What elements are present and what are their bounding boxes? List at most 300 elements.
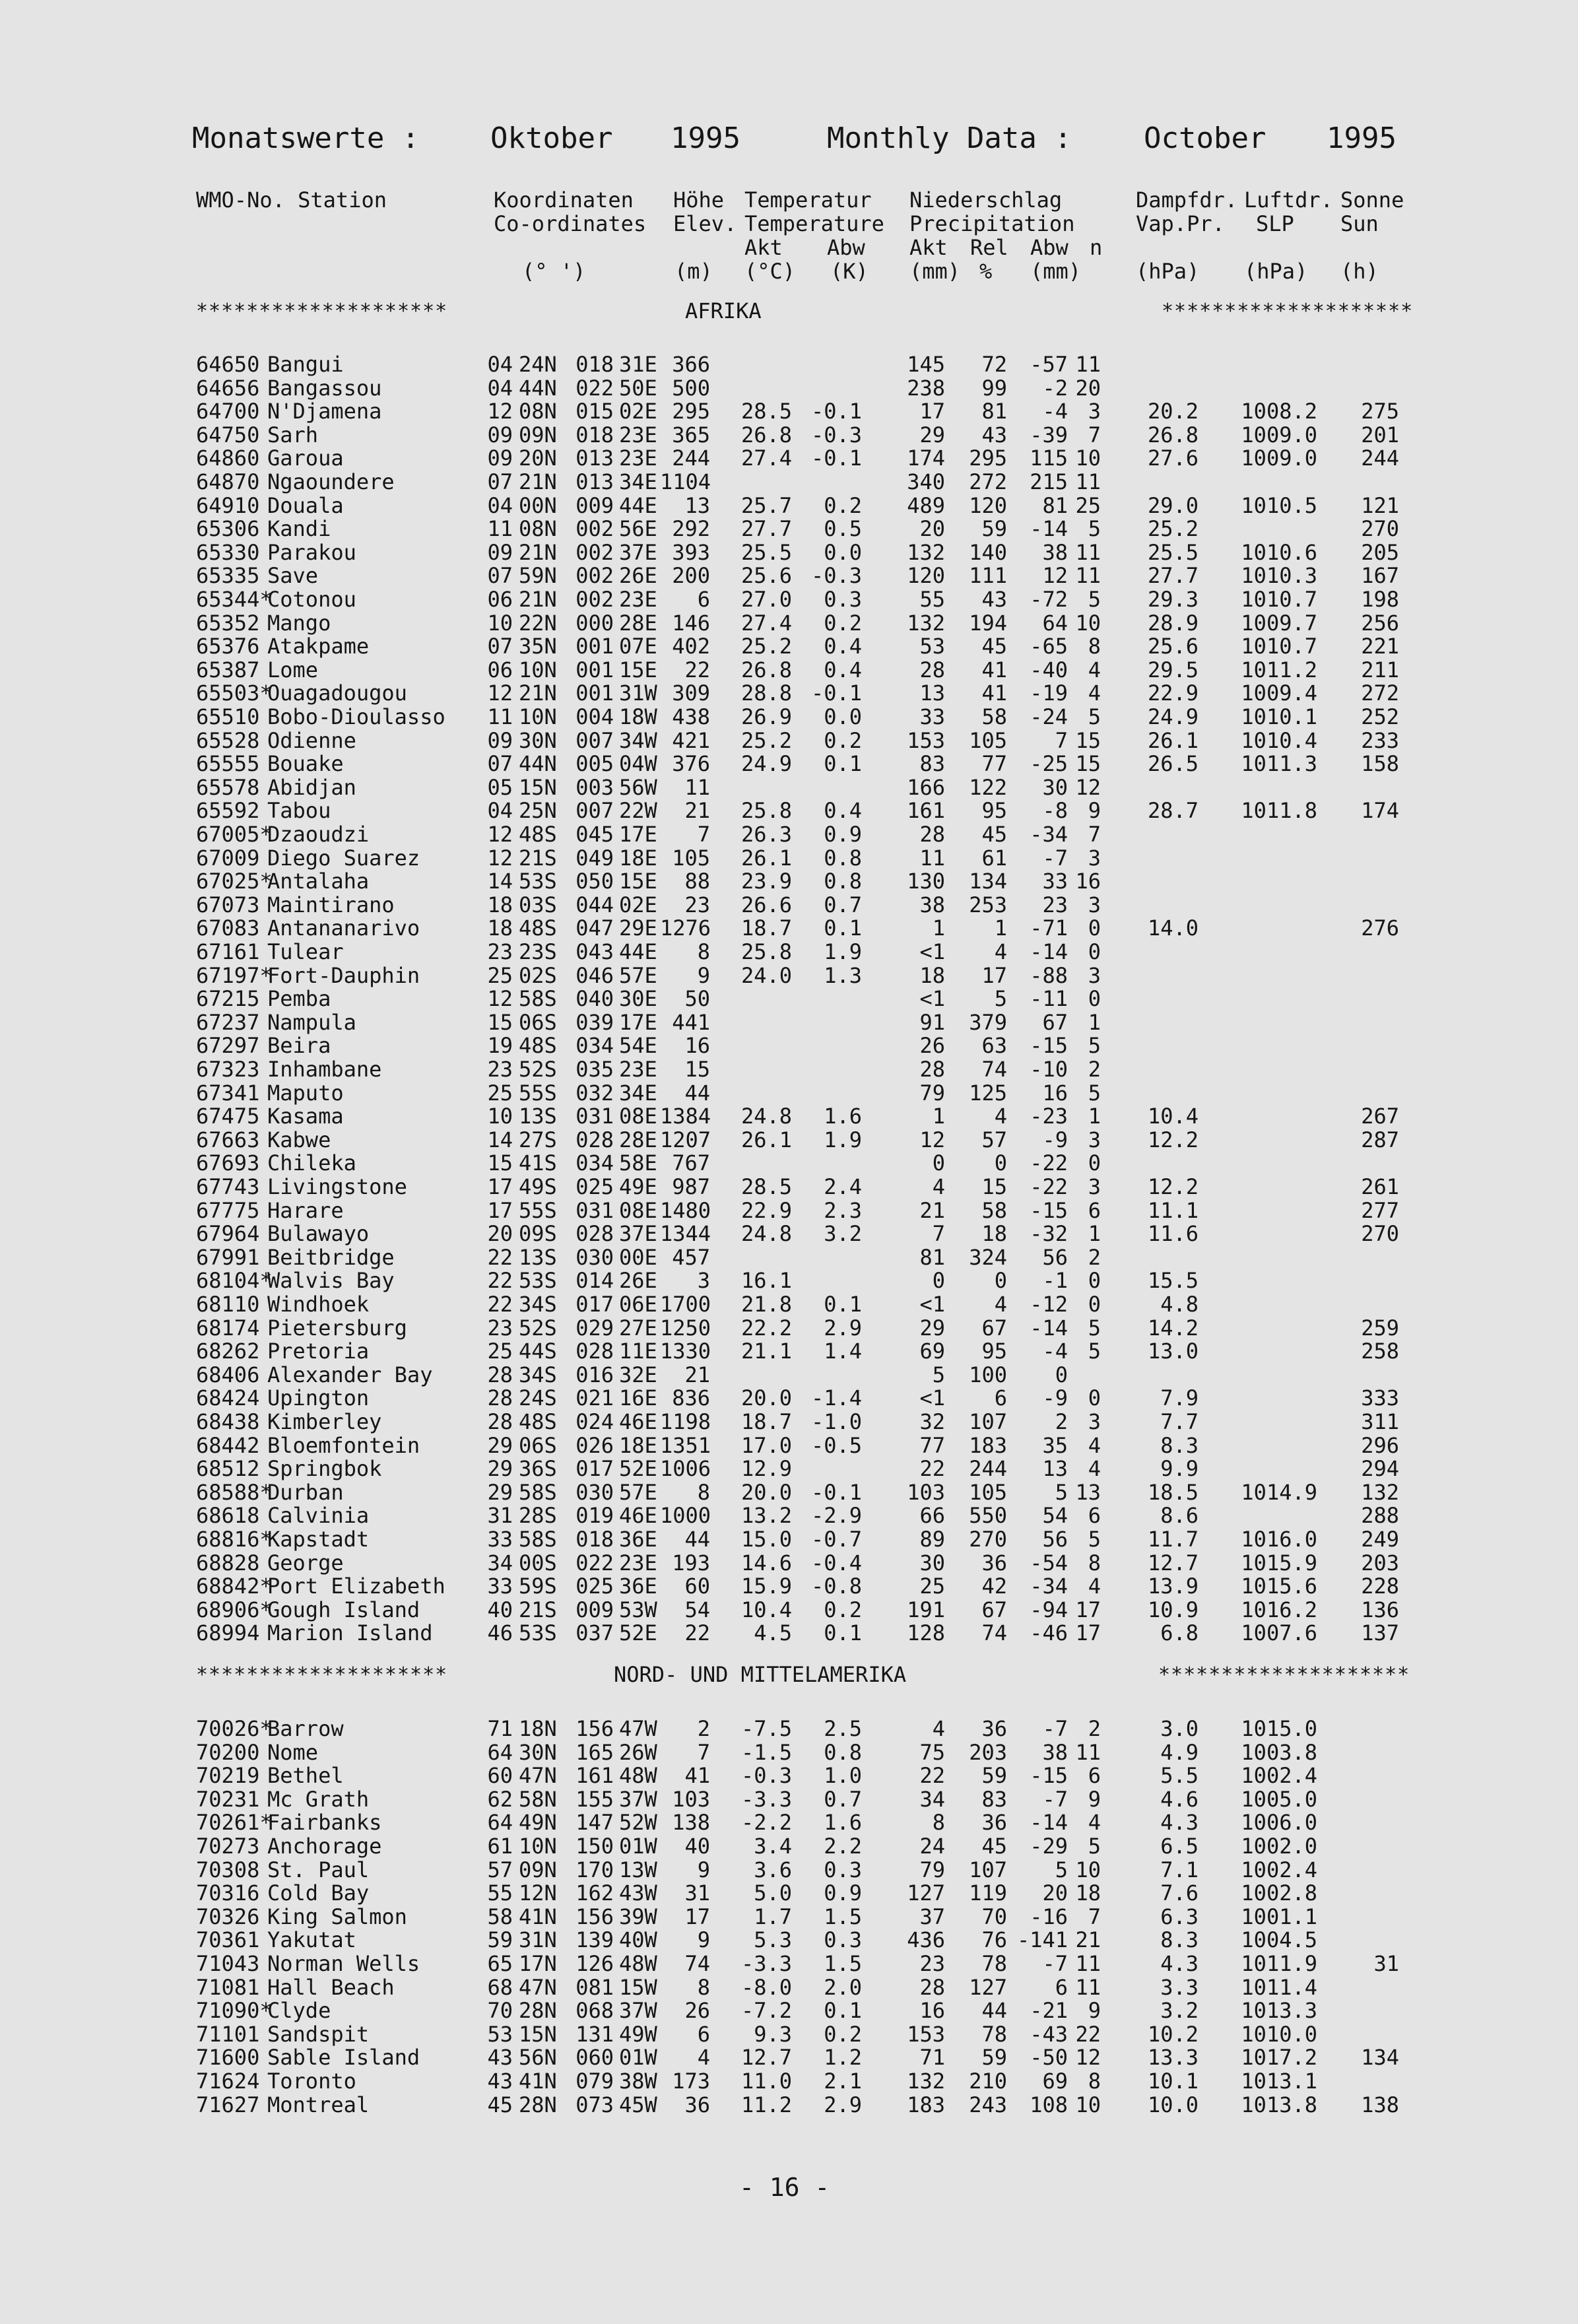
temp-abw: -1.0 (810, 1409, 862, 1434)
header-prec-abw: Abw (1030, 235, 1068, 260)
header-temp-akt-unit: (°C) (744, 259, 796, 284)
temp-akt: 5.0 (754, 1880, 792, 1906)
lat-deg: 06 (487, 587, 513, 612)
elevation: 6 (697, 2021, 710, 2047)
prec-abw: -54 (1030, 1550, 1068, 1576)
vapour-pressure: 6.5 (1160, 1834, 1199, 1859)
table-row (0, 1152, 1578, 1176)
prec-abw: -19 (1030, 681, 1068, 706)
sunshine: 311 (1361, 1409, 1399, 1434)
wmo-number: 68438 (196, 1409, 260, 1434)
lat-min: 08N (519, 516, 557, 542)
temp-akt: 24.8 (740, 1221, 792, 1247)
lon-deg: 017 (575, 1456, 614, 1482)
sunshine: 277 (1361, 1197, 1399, 1223)
lon-min: 36E (619, 1527, 657, 1552)
station-name: Dzaoudzi (267, 822, 370, 847)
table-row (0, 1199, 1578, 1223)
lon-min: 16E (619, 1385, 657, 1411)
lat-deg: 12 (487, 986, 513, 1012)
elevation: 9 (697, 962, 710, 988)
prec-akt: 28 (919, 1057, 945, 1082)
prec-rel: 59 (981, 516, 1007, 542)
lat-min: 09N (519, 1857, 557, 1882)
prec-akt: 183 (907, 2092, 945, 2117)
table-row (0, 706, 1578, 729)
lon-min: 49W (619, 2021, 657, 2047)
temp-akt: 26.8 (740, 422, 792, 448)
temp-akt: 12.9 (740, 1456, 792, 1482)
prec-rel: 0 (994, 1150, 1007, 1176)
temp-akt: 25.2 (740, 727, 792, 753)
sunshine: 121 (1361, 492, 1399, 518)
wmo-number: 67743 (196, 1174, 260, 1199)
prec-abw: -7 (1042, 1716, 1068, 1741)
temp-akt: 13.2 (740, 1503, 792, 1529)
table-row (0, 2070, 1578, 2094)
prec-n: 4 (1088, 1432, 1101, 1458)
header-hoehe-unit: (m) (674, 259, 713, 284)
wmo-number: 67083 (196, 915, 260, 941)
prec-rel: 120 (969, 492, 1007, 518)
region-heading: AFRIKA (685, 298, 762, 323)
vapour-pressure: 11.1 (1147, 1197, 1199, 1223)
sea-level-pressure: 1010.7 (1241, 634, 1317, 659)
lat-min: 59N (519, 563, 557, 589)
lon-min: 28E (619, 610, 657, 636)
lat-min: 36S (519, 1456, 557, 1482)
station-name: Lome (267, 657, 319, 682)
table-row (0, 424, 1578, 448)
prec-rel: 67 (981, 1315, 1007, 1341)
prec-n: 2 (1088, 1716, 1101, 1741)
wmo-number: 64700 (196, 399, 260, 424)
prec-akt: 132 (907, 539, 945, 565)
table-row (0, 1034, 1578, 1058)
lat-min: 21N (519, 539, 557, 565)
prec-n: 5 (1088, 1080, 1101, 1106)
vapour-pressure: 11.7 (1147, 1527, 1199, 1552)
sunshine: 244 (1361, 446, 1399, 471)
temp-abw: 1.0 (824, 1763, 862, 1789)
lon-deg: 030 (575, 1479, 614, 1505)
prec-n: 2 (1088, 1244, 1101, 1270)
lat-min: 47N (519, 1974, 557, 2000)
lon-min: 04W (619, 751, 657, 777)
lat-deg: 25 (487, 962, 513, 988)
prec-n: 0 (1088, 1268, 1101, 1294)
lat-deg: 15 (487, 1009, 513, 1035)
wmo-number: 68588* (196, 1479, 273, 1505)
table-row (0, 494, 1578, 518)
lon-min: 43W (619, 1880, 657, 1906)
lat-deg: 59 (487, 1927, 513, 1953)
elevation: 11 (684, 774, 710, 800)
station-name: Walvis Bay (267, 1268, 395, 1294)
lat-min: 09S (519, 1221, 557, 1247)
prec-rel: 41 (981, 681, 1007, 706)
prec-akt: 436 (907, 1927, 945, 1953)
lon-min: 58E (619, 1150, 657, 1176)
sea-level-pressure: 1006.0 (1241, 1810, 1317, 1836)
station-name: St. Paul (267, 1857, 370, 1882)
title-de-label: Monatswerte : (192, 121, 420, 155)
elevation: 146 (672, 610, 710, 636)
header-prec: Niederschlag (909, 187, 1063, 213)
lon-min: 06E (619, 1292, 657, 1317)
prec-n: 5 (1088, 516, 1101, 542)
prec-rel: 100 (969, 1362, 1007, 1387)
lat-deg: 43 (487, 2069, 513, 2094)
sea-level-pressure: 1010.4 (1241, 727, 1317, 753)
prec-rel: 58 (981, 704, 1007, 729)
sunshine: 288 (1361, 1503, 1399, 1529)
wmo-number: 71627 (196, 2092, 260, 2117)
prec-akt: <1 (919, 939, 945, 964)
table-row (0, 1929, 1578, 1952)
prec-akt: 32 (919, 1409, 945, 1434)
prec-n: 7 (1088, 822, 1101, 847)
prec-n: 5 (1088, 1339, 1101, 1364)
temp-akt: 18.7 (740, 915, 792, 941)
temp-akt: 27.4 (740, 610, 792, 636)
prec-n: 3 (1088, 1127, 1101, 1152)
prec-n: 11 (1075, 352, 1101, 377)
prec-rel: 183 (969, 1432, 1007, 1458)
temp-akt: 26.1 (740, 1127, 792, 1152)
station-name: Nampula (267, 1009, 356, 1035)
vapour-pressure: 13.9 (1147, 1574, 1199, 1599)
sea-level-pressure: 1011.8 (1241, 798, 1317, 824)
station-name: Fairbanks (267, 1810, 382, 1836)
elevation: 13 (684, 492, 710, 518)
prec-abw: -7 (1042, 1951, 1068, 1976)
title-en-month: October (1144, 121, 1266, 155)
station-name: Yakutat (267, 1927, 356, 1953)
lon-min: 44E (619, 492, 657, 518)
lon-deg: 030 (575, 1244, 614, 1270)
lat-min: 22N (519, 610, 557, 636)
table-row (0, 1882, 1578, 1906)
prec-abw: -21 (1030, 1998, 1068, 2024)
lon-deg: 009 (575, 1597, 614, 1622)
lon-deg: 002 (575, 563, 614, 589)
lon-min: 45W (619, 2092, 657, 2117)
lon-min: 52E (619, 1620, 657, 1646)
station-name: Abidjan (267, 774, 356, 800)
vapour-pressure: 29.5 (1147, 657, 1199, 682)
vapour-pressure: 24.9 (1147, 704, 1199, 729)
lat-deg: 57 (487, 1857, 513, 1882)
table-row (0, 729, 1578, 753)
sunshine: 261 (1361, 1174, 1399, 1199)
station-name: Tabou (267, 798, 331, 824)
prec-n: 9 (1088, 798, 1101, 824)
prec-n: 8 (1088, 1550, 1101, 1576)
elevation: 366 (672, 352, 710, 377)
prec-n: 4 (1088, 1574, 1101, 1599)
wmo-number: 71043 (196, 1951, 260, 1976)
vapour-pressure: 10.9 (1147, 1597, 1199, 1622)
station-name: Cold Bay (267, 1880, 370, 1906)
prec-n: 11 (1075, 1974, 1101, 2000)
vapour-pressure: 5.5 (1160, 1763, 1199, 1789)
lon-deg: 032 (575, 1080, 614, 1106)
sunshine: 205 (1361, 539, 1399, 565)
sunshine: 256 (1361, 610, 1399, 636)
prec-akt: 238 (907, 375, 945, 401)
prec-akt: 132 (907, 2069, 945, 2094)
elevation: 3 (697, 1268, 710, 1294)
sunshine: 198 (1361, 587, 1399, 612)
table-row (0, 776, 1578, 800)
prec-akt: 22 (919, 1456, 945, 1482)
vapour-pressure: 22.9 (1147, 681, 1199, 706)
sunshine: 270 (1361, 516, 1399, 542)
lat-min: 13S (519, 1244, 557, 1270)
prec-abw: 115 (1030, 446, 1068, 471)
sea-level-pressure: 1009.0 (1241, 422, 1317, 448)
lon-min: 53W (619, 1597, 657, 1622)
station-name: Bobo-Dioulasso (267, 704, 445, 729)
vapour-pressure: 11.6 (1147, 1221, 1199, 1247)
prec-abw: 54 (1042, 1503, 1068, 1529)
wmo-number: 70200 (196, 1739, 260, 1765)
lat-min: 21N (519, 469, 557, 494)
lat-min: 48S (519, 915, 557, 941)
lon-min: 18W (619, 704, 657, 729)
lon-min: 52W (619, 1810, 657, 1836)
elevation: 22 (684, 1620, 710, 1646)
temp-abw: 0.9 (824, 822, 862, 847)
lat-deg: 12 (487, 399, 513, 424)
lon-deg: 007 (575, 727, 614, 753)
lat-min: 17N (519, 1951, 557, 1976)
lon-min: 26E (619, 1268, 657, 1294)
table-row (0, 541, 1578, 565)
prec-rel: 134 (969, 869, 1007, 894)
elevation: 44 (684, 1527, 710, 1552)
prec-akt: 340 (907, 469, 945, 494)
elevation: 2 (697, 1716, 710, 1741)
prec-abw: 16 (1042, 1080, 1068, 1106)
prec-abw: -16 (1030, 1904, 1068, 1929)
elevation: 60 (684, 1574, 710, 1599)
prec-n: 11 (1075, 469, 1101, 494)
temp-abw: 2.0 (824, 1974, 862, 2000)
lat-min: 21N (519, 587, 557, 612)
sunshine: 276 (1361, 915, 1399, 941)
table-row (0, 1293, 1578, 1317)
lat-deg: 25 (487, 1080, 513, 1106)
lon-deg: 028 (575, 1221, 614, 1247)
station-name: Marion Island (267, 1620, 433, 1646)
lon-deg: 018 (575, 1527, 614, 1552)
lat-deg: 04 (487, 352, 513, 377)
elevation: 365 (672, 422, 710, 448)
lat-deg: 12 (487, 681, 513, 706)
lon-deg: 016 (575, 1362, 614, 1387)
lon-min: 29E (619, 915, 657, 941)
prec-akt: 91 (919, 1009, 945, 1035)
wmo-number: 70219 (196, 1763, 260, 1789)
lon-min: 26W (619, 1739, 657, 1765)
elevation: 9 (697, 1857, 710, 1882)
lon-min: 49E (619, 1174, 657, 1199)
lon-deg: 028 (575, 1127, 614, 1152)
lat-deg: 22 (487, 1244, 513, 1270)
lon-min: 46E (619, 1409, 657, 1434)
sunshine: 201 (1361, 422, 1399, 448)
station-name: Chileka (267, 1150, 356, 1176)
wmo-number: 68512 (196, 1456, 260, 1482)
lon-deg: 044 (575, 892, 614, 917)
lat-deg: 31 (487, 1503, 513, 1529)
prec-akt: 28 (919, 1974, 945, 2000)
prec-akt: 191 (907, 1597, 945, 1622)
wmo-number: 68424 (196, 1385, 260, 1411)
prec-rel: 243 (969, 2092, 1007, 2117)
lat-deg: 64 (487, 1810, 513, 1836)
prec-abw: -32 (1030, 1221, 1068, 1247)
table-row (0, 377, 1578, 401)
lat-deg: 23 (487, 1057, 513, 1082)
lat-min: 41N (519, 2069, 557, 2094)
lat-min: 49S (519, 1174, 557, 1199)
lat-min: 34S (519, 1362, 557, 1387)
table-row (0, 517, 1578, 541)
lat-deg: 29 (487, 1479, 513, 1505)
prec-akt: 120 (907, 563, 945, 589)
prec-n: 13 (1075, 1479, 1101, 1505)
table-row (0, 1457, 1578, 1481)
header-sun-en: Sun (1340, 211, 1379, 236)
temp-akt: 25.2 (740, 634, 792, 659)
lat-min: 48S (519, 1033, 557, 1059)
station-name: Windhoek (267, 1292, 370, 1317)
prec-n: 3 (1088, 399, 1101, 424)
station-name: Bouake (267, 751, 344, 777)
wmo-number: 70273 (196, 1834, 260, 1859)
temp-akt: 11.0 (740, 2069, 792, 2094)
prec-n: 0 (1088, 939, 1101, 964)
prec-akt: 79 (919, 1857, 945, 1882)
temp-akt: 27.0 (740, 587, 792, 612)
lon-deg: 035 (575, 1057, 614, 1082)
prec-akt: 12 (919, 1127, 945, 1152)
lon-min: 28E (619, 1127, 657, 1152)
prec-abw: 5 (1055, 1857, 1068, 1882)
prec-akt: 23 (919, 1951, 945, 1976)
sunshine: 138 (1361, 2092, 1399, 2117)
sunshine: 134 (1361, 2045, 1399, 2071)
temp-akt: 15.0 (740, 1527, 792, 1552)
vapour-pressure: 28.7 (1147, 798, 1199, 824)
lat-deg: 23 (487, 939, 513, 964)
sea-level-pressure: 1013.8 (1241, 2092, 1317, 2117)
lon-deg: 162 (575, 1880, 614, 1906)
lat-deg: 62 (487, 1786, 513, 1812)
header-prec-akt: Akt (909, 235, 948, 260)
elevation: 16 (684, 1033, 710, 1059)
header-koord-unit: (° ') (522, 259, 586, 284)
prec-abw: 38 (1042, 539, 1068, 565)
prec-akt: 145 (907, 352, 945, 377)
prec-akt: 89 (919, 1527, 945, 1552)
prec-akt: 174 (907, 446, 945, 471)
station-name: Kabwe (267, 1127, 331, 1152)
header-sun-unit: (h) (1340, 259, 1379, 284)
table-row (0, 1129, 1578, 1152)
wmo-number: 67964 (196, 1221, 260, 1247)
temp-abw: -0.3 (810, 422, 862, 448)
lat-deg: 14 (487, 1127, 513, 1152)
prec-n: 10 (1075, 1857, 1101, 1882)
prec-rel: 324 (969, 1244, 1007, 1270)
temp-abw: -0.1 (810, 681, 862, 706)
table-row (0, 1105, 1578, 1129)
prec-rel: 45 (981, 1834, 1007, 1859)
lat-min: 44N (519, 375, 557, 401)
prec-n: 3 (1088, 892, 1101, 917)
prec-n: 0 (1088, 1150, 1101, 1176)
lat-min: 21N (519, 681, 557, 706)
prec-n: 5 (1088, 1834, 1101, 1859)
temp-akt: 25.8 (740, 939, 792, 964)
lat-deg: 12 (487, 822, 513, 847)
header-prec-rel-unit: % (979, 259, 993, 284)
wmo-number: 67161 (196, 939, 260, 964)
table-row (0, 659, 1578, 682)
lat-deg: 25 (487, 1339, 513, 1364)
lat-min: 34S (519, 1292, 557, 1317)
table-row (0, 894, 1578, 917)
lat-deg: 28 (487, 1362, 513, 1387)
header-prec-rel: Rel (970, 235, 1008, 260)
prec-abw: 67 (1042, 1009, 1068, 1035)
lat-deg: 34 (487, 1550, 513, 1576)
header-temp-en: Temperature (744, 211, 884, 236)
title-en-label: Monthly Data : (827, 121, 1072, 155)
sea-level-pressure: 1017.2 (1241, 2045, 1317, 2071)
sunshine: 267 (1361, 1104, 1399, 1129)
temp-akt: 16.1 (740, 1268, 792, 1294)
prec-rel: 379 (969, 1009, 1007, 1035)
temp-abw: 0.8 (824, 845, 862, 871)
lon-min: 32E (619, 1362, 657, 1387)
station-name: Save (267, 563, 319, 589)
prec-n: 11 (1075, 539, 1101, 565)
header-hoehe: Höhe (673, 187, 725, 213)
prec-rel: 295 (969, 446, 1007, 471)
wmo-number: 70261* (196, 1810, 273, 1836)
table-row (0, 941, 1578, 964)
wmo-number: 68262 (196, 1339, 260, 1364)
station-name: Beitbridge (267, 1244, 395, 1270)
elevation: 438 (672, 704, 710, 729)
wmo-number: 68406 (196, 1362, 260, 1387)
sunshine: 296 (1361, 1432, 1399, 1458)
temp-abw: 3.2 (824, 1221, 862, 1247)
table-row (0, 1269, 1578, 1293)
temp-abw: 0.4 (824, 657, 862, 682)
lat-min: 15N (519, 2021, 557, 2047)
header-vap: Dampfdr. (1136, 187, 1238, 213)
sea-level-pressure: 1002.0 (1241, 1834, 1317, 1859)
temp-akt: 24.9 (740, 751, 792, 777)
station-name: Nome (267, 1739, 319, 1765)
temp-abw: 1.9 (824, 1127, 862, 1152)
